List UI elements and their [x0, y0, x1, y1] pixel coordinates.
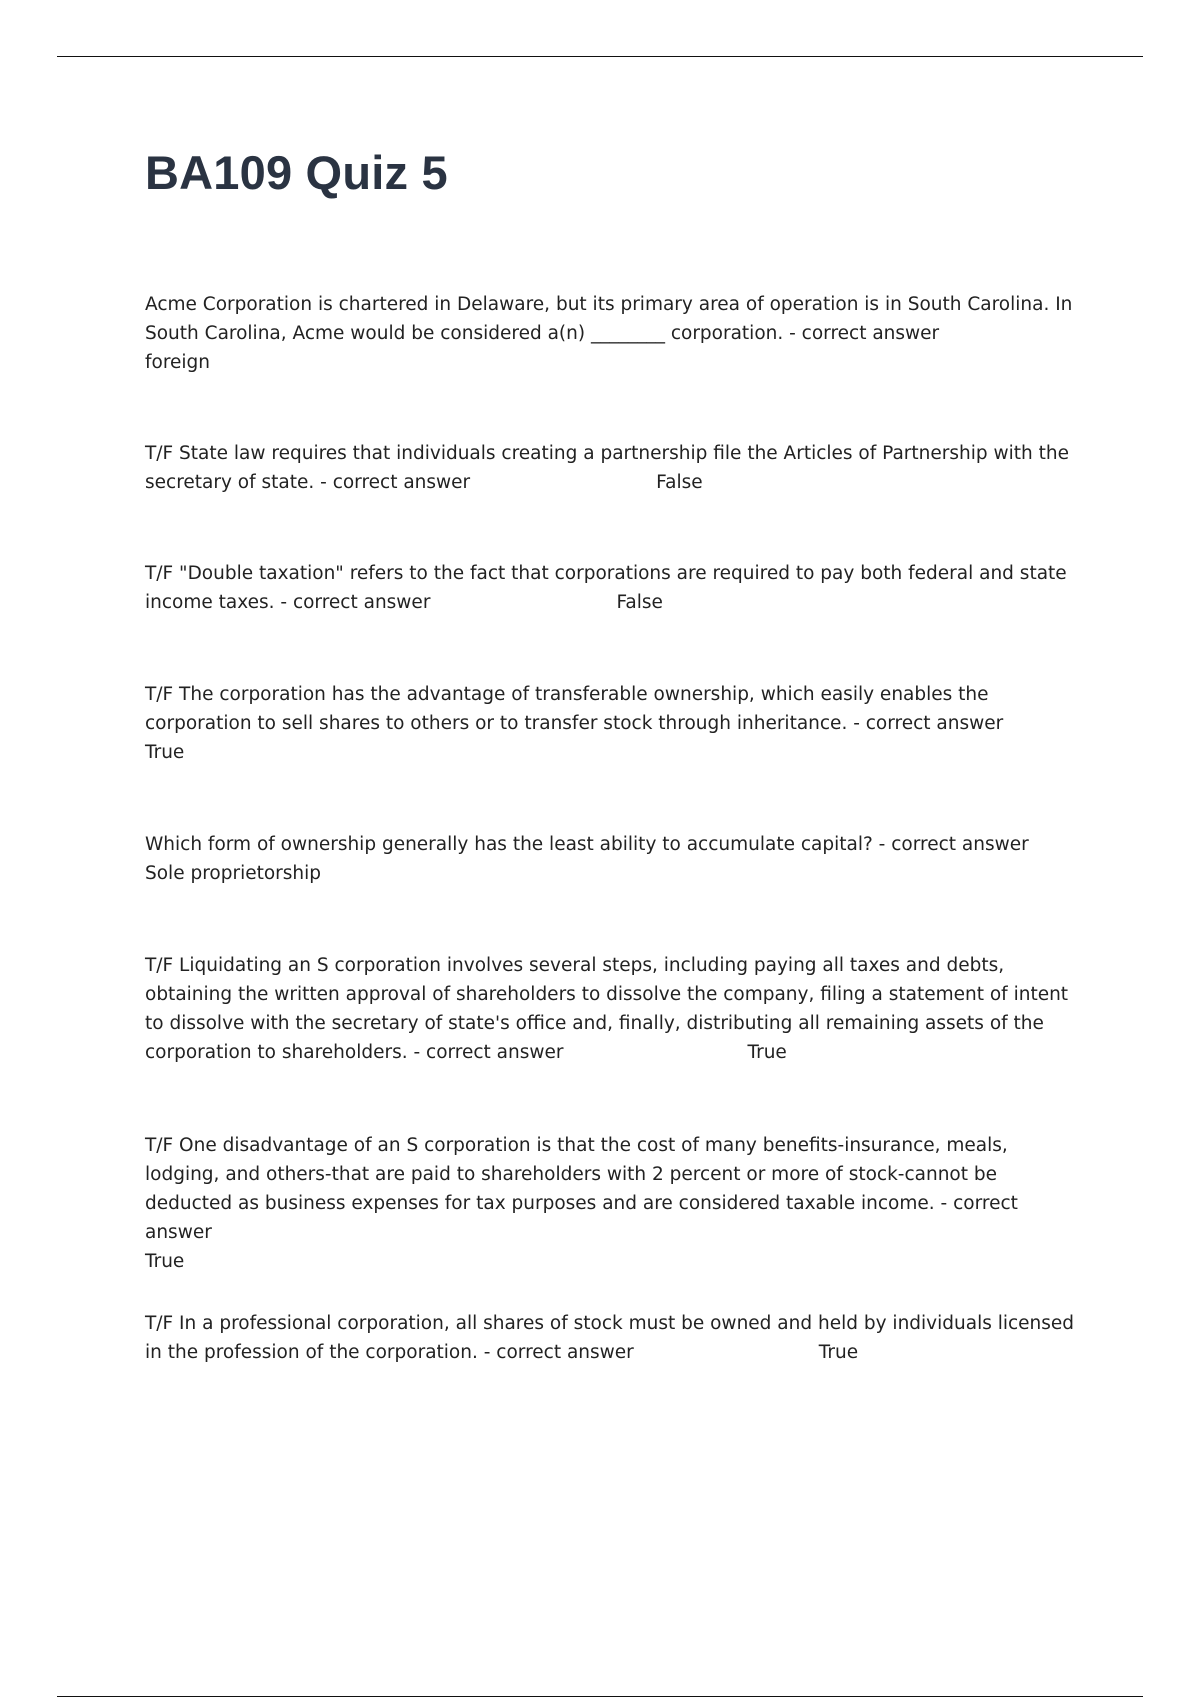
question-item: [145, 439, 1075, 497]
question-text: T/F The corporation has the advantage of transferable ownership, which easily enables the corporation to sell shares to others or to transfer stock through inheritance. - correct answer: [145, 684, 1004, 734]
question-item: [145, 680, 1075, 767]
question-item: [145, 559, 1075, 617]
question-item: [145, 1309, 1075, 1367]
question-text: T/F State law requires that individuals creating a partnership file the Articles of Partnership with the secretary of state. - correct answer: [145, 443, 1069, 493]
answer-text: False: [656, 472, 703, 493]
question-text: Which form of ownership generally has the least ability to accumulate capital? - correct answer: [145, 834, 1029, 855]
question-item: [145, 1131, 1075, 1276]
answer-text: foreign: [145, 352, 211, 373]
question-text: Acme Corporation is chartered in Delaware, but its primary area of operation is in South Carolina. In South Carolina, Acme would be considered a(n) ________ corporation. - correct answer: [145, 294, 1073, 344]
answer-text: True: [818, 1342, 859, 1363]
question-text: T/F In a professional corporation, all shares of stock must be owned and held by individuals licensed in the profession of the corporation. - correct answer: [145, 1313, 1075, 1363]
question-text: T/F "Double taxation" refers to the fact that corporations are required to pay both federal and state income taxes. - correct answer: [145, 563, 1067, 613]
question-item: [145, 830, 1075, 888]
question-text: T/F One disadvantage of an S corporation is that the cost of many benefits-insurance, meals, lodging, and others-that are paid to shareholders with 2 percent or more of stock-cannot be deducted as business expenses for tax purposes and are considered taxable income. - correct answer: [145, 1135, 1018, 1243]
answer-text: True: [145, 742, 185, 763]
question-text: T/F Liquidating an S corporation involves several steps, including paying all taxes and debts, obtaining the written approval of shareholders to dissolve the company, filing a statement of intent to dissolve with the secretary of state's office and, finally, distributing all remaining assets of the corporation to shareholders. - correct answer: [145, 955, 1069, 1063]
answer-text: Sole proprietorship: [145, 863, 322, 884]
document-title: BA109 Quiz 5: [145, 146, 448, 199]
answer-text: True: [145, 1251, 185, 1272]
question-item: [145, 951, 1075, 1067]
answer-text: True: [747, 1042, 787, 1063]
answer-text: False: [616, 592, 663, 613]
question-item: [145, 290, 1075, 377]
bottom-rule: [57, 1696, 1143, 1697]
